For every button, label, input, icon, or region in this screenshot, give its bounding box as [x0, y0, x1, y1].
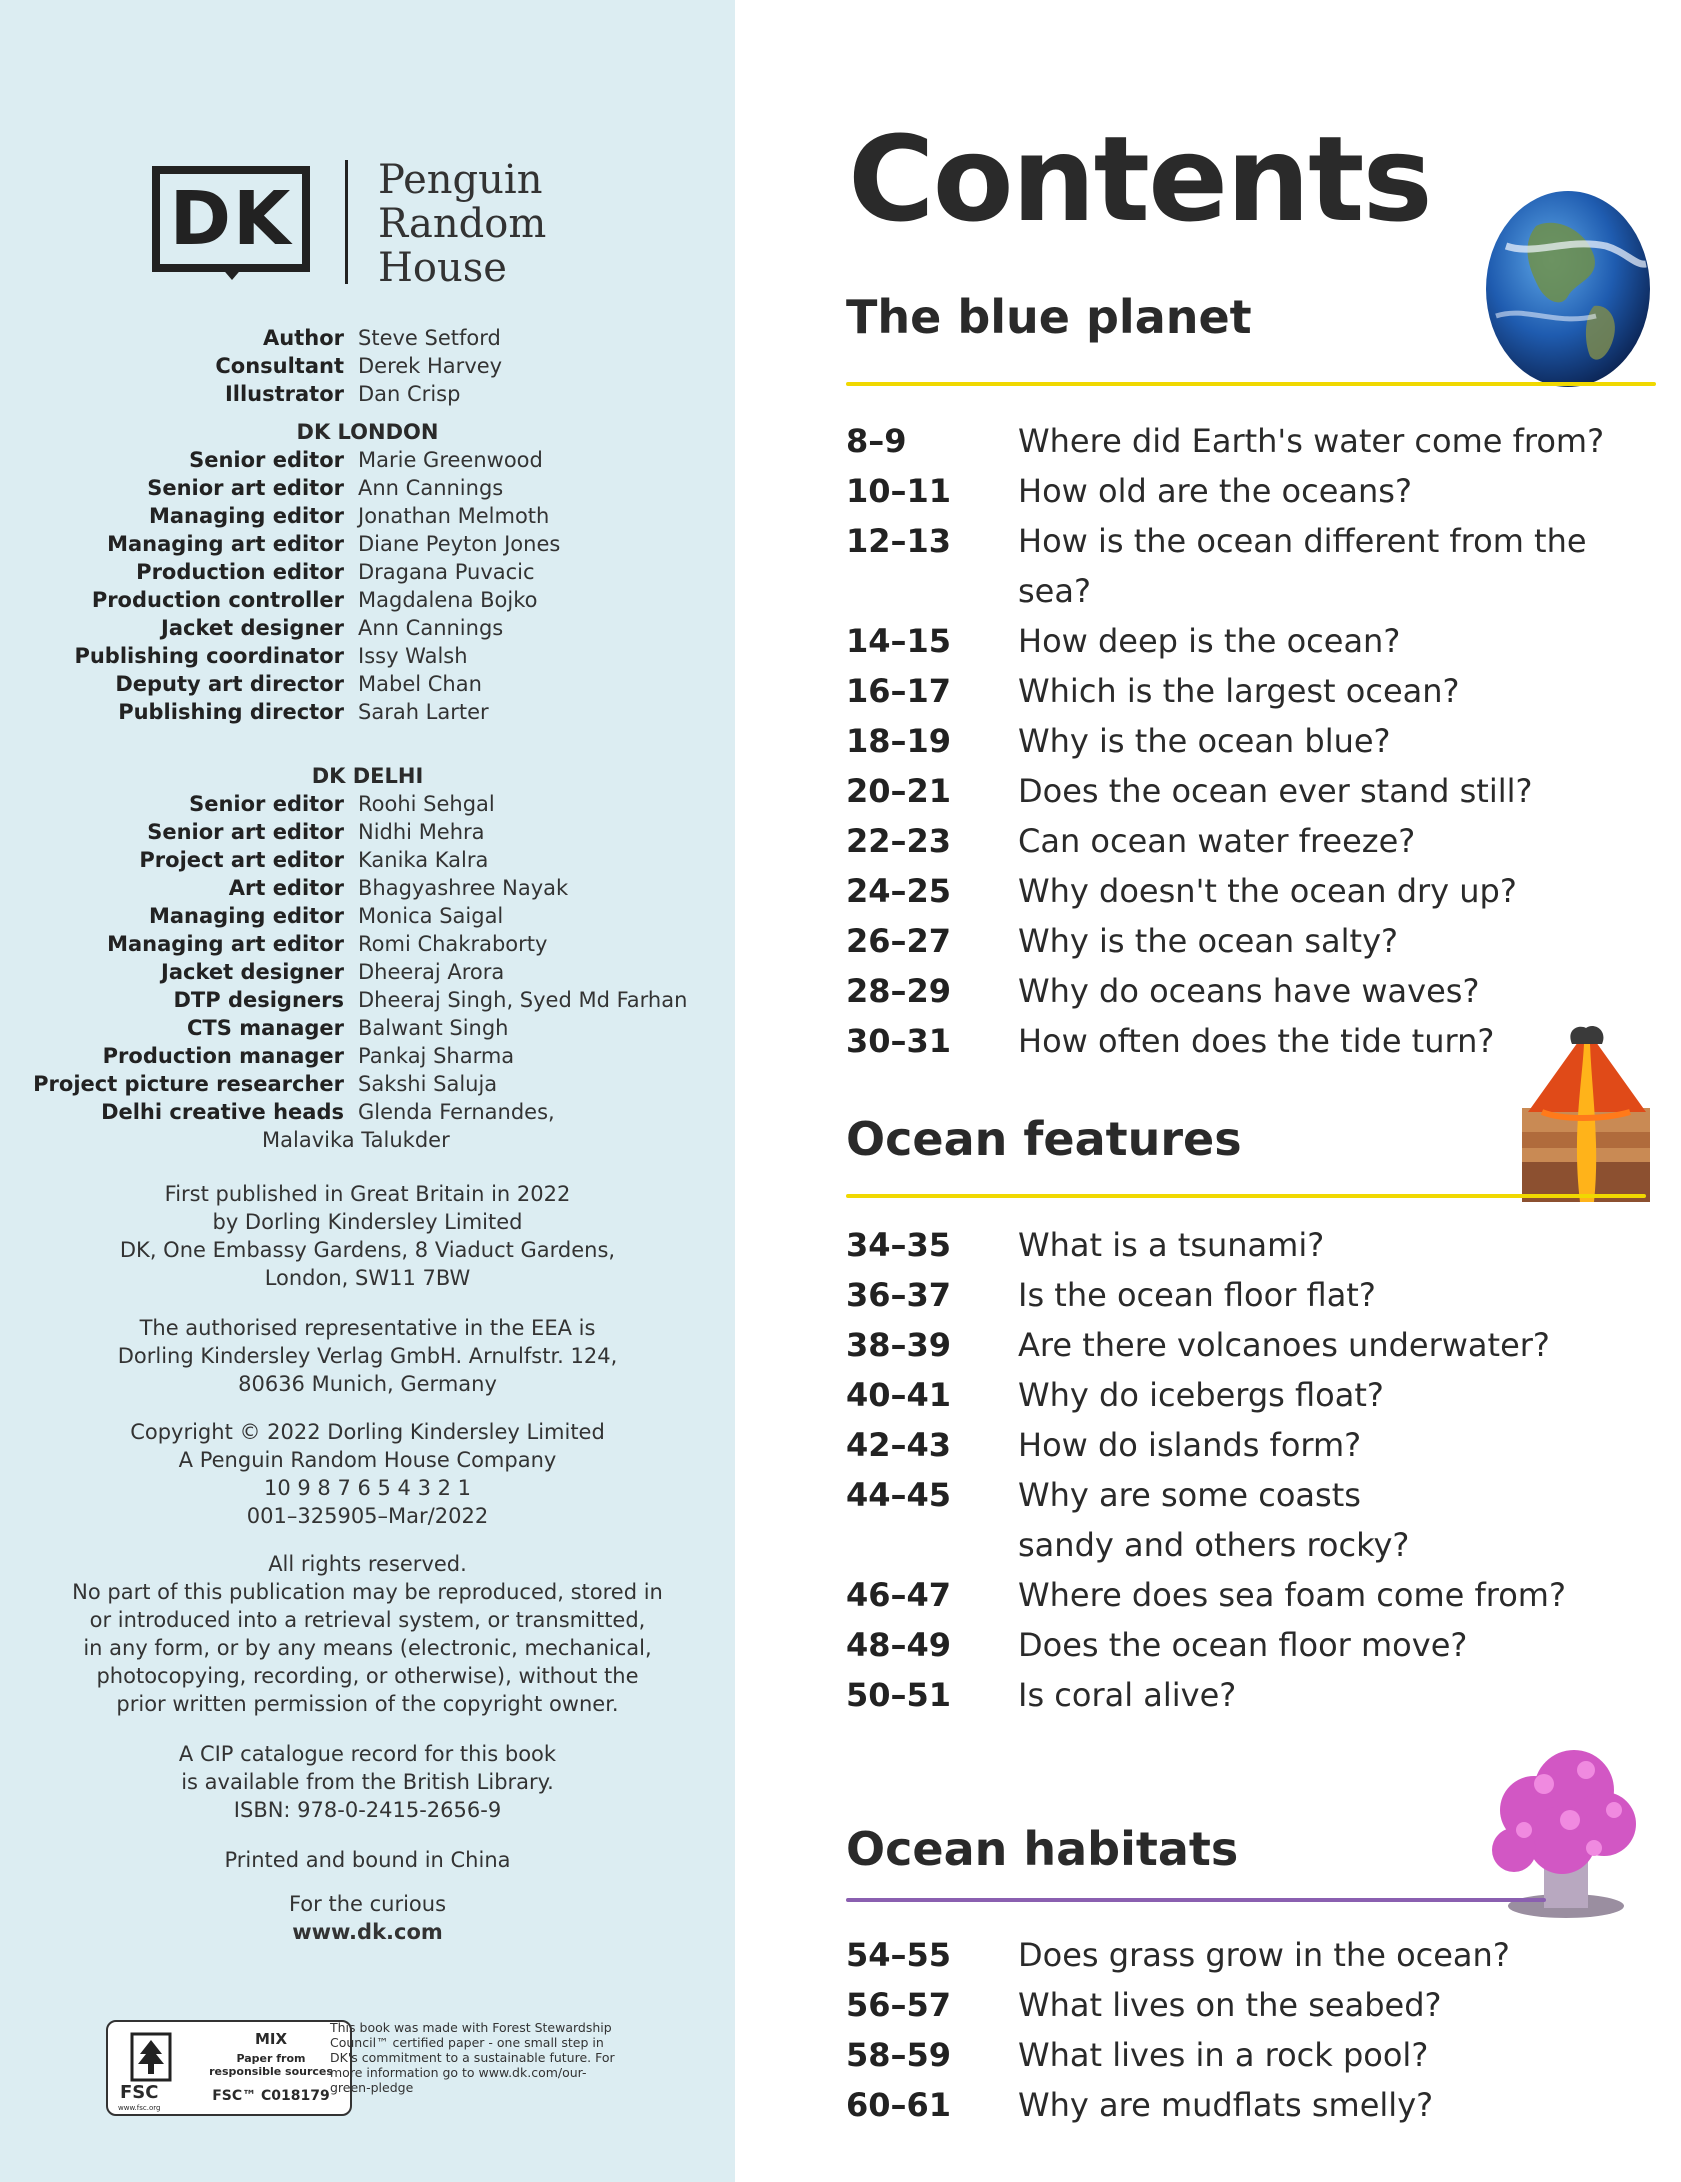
credit-row: Author Steve Setford [263, 326, 501, 350]
credit-row: DTP designers Dheeraj Singh, Syed Md Farhan [173, 988, 688, 1012]
dk-london-heading: DK LONDON [296, 420, 439, 444]
credit-row: Jacket designer Dheeraj Arora [161, 960, 505, 984]
credit-row: Consultant Derek Harvey [215, 354, 503, 378]
toc-entry[interactable]: 28–29 Why do oceans have waves? [846, 972, 1480, 1010]
earth-globe-image [1476, 186, 1660, 392]
toc-entry[interactable]: 46–47 Where does sea foam come from? [846, 1576, 1566, 1614]
toc-entry[interactable]: 44–45 Why are some coasts [846, 1476, 1361, 1514]
credit-row: Art editor Bhagyashree Nayak [228, 876, 569, 900]
logo-divider [345, 160, 348, 284]
toc-entry[interactable]: 60–61 Why are mudflats smelly? [846, 2086, 1434, 2124]
toc-list-blue-planet [846, 416, 1646, 1066]
toc-entry[interactable]: 30–31 How often does the tide turn? [846, 1022, 1495, 1060]
credit-row: Managing art editor Romi Chakraborty [107, 932, 548, 956]
section-underline [846, 1194, 1646, 1198]
printed-in: Printed and bound in China [224, 1848, 511, 1872]
credit-row: Senior art editor Ann Cannings [147, 476, 504, 500]
for-the-curious: For the curious www.dk.com [0, 1890, 735, 1946]
toc-entry[interactable]: 56–57 What lives on the seabed? [846, 1986, 1442, 2024]
credit-row: Production controller Magdalena Bojko [91, 588, 538, 612]
credit-row: Delhi creative heads Glenda Fernandes, [101, 1100, 555, 1124]
toc-entry[interactable]: 50–51 Is coral alive? [846, 1676, 1237, 1714]
section-underline [846, 382, 1656, 386]
credit-row: Senior art editor Nidhi Mehra [147, 820, 485, 844]
credit-row: Publishing coordinator Issy Walsh [74, 644, 468, 668]
toc-entry[interactable]: 26–27 Why is the ocean salty? [846, 922, 1399, 960]
fsc-tree-icon [118, 2030, 184, 2086]
publisher-logo [152, 157, 572, 291]
toc-entry[interactable]: 38–39 Are there volcanoes underwater? [846, 1326, 1550, 1364]
main-credits [0, 324, 735, 408]
credit-row: Production editor Dragana Puvacic [136, 560, 535, 584]
credit-row: Jacket designer Ann Cannings [161, 616, 504, 640]
toc-entry[interactable]: 54–55 Does grass grow in the ocean? [846, 1936, 1510, 1974]
credit-row: Illustrator Dan Crisp [224, 382, 461, 406]
penguin-random-house-wordmark: Penguin Random House [378, 157, 547, 291]
contents-title: Contents [848, 110, 1431, 248]
toc-entry[interactable]: 36–37 Is the ocean floor flat? [846, 1276, 1376, 1314]
dk-delhi-credits [0, 762, 735, 1154]
cip-record: A CIP catalogue record for this book is available from the British Library. ISBN: 978-0-2415-2656-9 [178, 1742, 557, 1822]
credit-row: Senior editor Marie Greenwood [189, 448, 543, 472]
toc-entry[interactable]: 34–35 What is a tsunami? [846, 1226, 1325, 1264]
toc-entry[interactable]: 22–23 Can ocean water freeze? [846, 822, 1416, 860]
toc-entry[interactable]: 14–15 How deep is the ocean? [846, 622, 1401, 660]
credit-row: Managing art editor Diane Peyton Jones [107, 532, 561, 556]
section-title-ocean-habitats: Ocean habitats [846, 1822, 1239, 1876]
dk-logo: DK [152, 166, 310, 272]
copyright-notice: Copyright © 2022 Dorling Kindersley Limited A Penguin Random House Company 10 9 8 7 6 5 4 3 2 1 001–325905–Mar/2022 [130, 1420, 605, 1528]
credit-row: Managing editor Monica Saigal [148, 904, 504, 928]
dk-delhi-heading: DK DELHI [311, 764, 424, 788]
credit-row: Senior editor Roohi Sehgal [189, 792, 495, 816]
credit-row: Deputy art director Mabel Chan [115, 672, 482, 696]
toc-entry[interactable]: 16–17 Which is the largest ocean? [846, 672, 1460, 710]
toc-entry[interactable]: 18–19 Why is the ocean blue? [846, 722, 1391, 760]
eea-representative: The authorised representative in the EEA is Dorling Kindersley Verlag GmbH. Arnulfstr. 124, 80636 Munich, Germany [117, 1316, 618, 1396]
website-link[interactable]: www.dk.com [292, 1920, 443, 1944]
toc-entry[interactable]: 24–25 Why doesn't the ocean dry up? [846, 872, 1517, 910]
toc-entry[interactable]: 58–59 What lives in a rock pool? [846, 2036, 1429, 2074]
credit-row: Production manager Pankaj Sharma [102, 1044, 515, 1068]
section-title-ocean-features: Ocean features [846, 1112, 1242, 1166]
toc-entry[interactable]: 40–41 Why do icebergs float? [846, 1376, 1384, 1414]
coral-image [1474, 1720, 1654, 1920]
publication-info: First published in Great Britain in 2022 by Dorling Kindersley Limited DK, One Embassy Gardens, 8 Viaduct Gardens, London, SW11 7BW [119, 1182, 616, 1290]
credit-row: Project art editor Kanika Kalra [139, 848, 489, 872]
green-pledge-note: This book was made with Forest Stewardship Council™ certified paper - one small step in DK's commitment to a sustainable future. For more information go to www.dk.com/our-green-pledge [330, 2020, 615, 2095]
toc-entry[interactable]: 10–11 How old are the oceans? [846, 472, 1412, 510]
credit-row: Managing editor Jonathan Melmoth [148, 504, 550, 528]
credit-row: Malavika Talukder [262, 1128, 450, 1152]
credit-row: Publishing director Sarah Larter [118, 700, 489, 724]
fsc-label: FSC www.fsc.org MIX Paper from responsible sources FSC™ C018179 [106, 2020, 352, 2116]
section-underline [846, 1898, 1546, 1902]
toc-entry[interactable]: 42–43 How do islands form? [846, 1426, 1362, 1464]
dk-london-credits [0, 418, 735, 726]
toc-entry[interactable]: 20–21 Does the ocean ever stand still? [846, 772, 1533, 810]
imprint-page [0, 0, 735, 2182]
volcano-cross-section-image [1522, 1024, 1650, 1202]
credit-row: CTS manager Balwant Singh [187, 1016, 509, 1040]
section-title-blue-planet: The blue planet [846, 290, 1252, 344]
toc-entry[interactable]: 48–49 Does the ocean floor move? [846, 1626, 1468, 1664]
credit-row: Project picture researcher Sakshi Saluja [33, 1072, 498, 1096]
toc-entry[interactable]: 12–13 How is the ocean different from the sea? [846, 522, 1587, 610]
rights-notice: All rights reserved. No part of this publication may be reproduced, stored in or introduced into a retrieval system, or transmitted, in any form, or by any means (electronic, mechanical, photocopying, recording, or otherwise), without the prior written permission of the copyright owner. [72, 1552, 663, 1716]
toc-entry-continuation[interactable]: sandy and others rocky? [1018, 1526, 1410, 1564]
toc-list-ocean-features [846, 1220, 1646, 1720]
toc-entry[interactable]: 8–9 Where did Earth's water come from? [846, 422, 1605, 460]
toc-list-ocean-habitats [846, 1930, 1646, 2130]
